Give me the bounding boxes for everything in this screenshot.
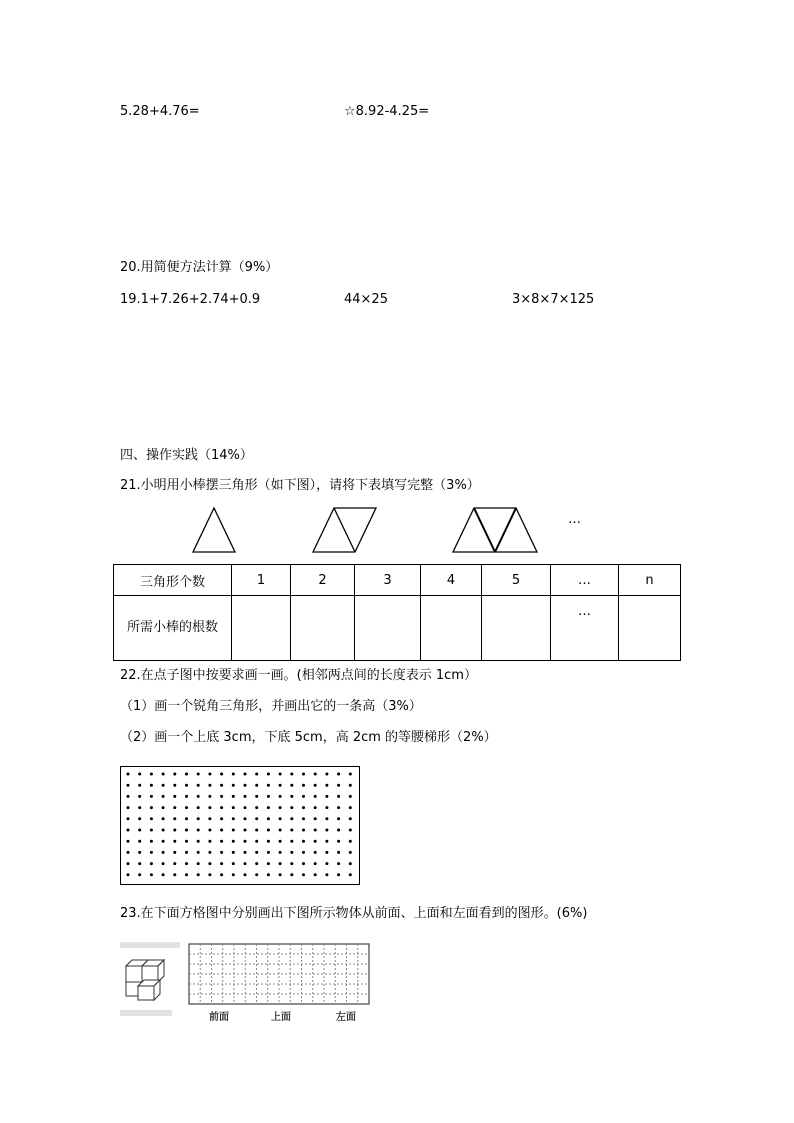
- grid-dot: [232, 840, 235, 843]
- grid-dot: [127, 840, 130, 843]
- count-cell: 5: [482, 565, 551, 596]
- grid-dot: [325, 773, 328, 776]
- dot-grid[interactable]: [120, 766, 360, 885]
- grid-dot: [290, 817, 293, 820]
- grid-dot: [138, 784, 141, 787]
- grid-dot: [173, 784, 176, 787]
- grid-dot: [314, 829, 317, 832]
- grid-dot: [232, 829, 235, 832]
- grid-dot: [208, 806, 211, 809]
- dot-grid-canvas: [121, 767, 358, 883]
- grid-dot: [138, 795, 141, 798]
- grid-dot: [255, 851, 258, 854]
- grid-dot: [138, 817, 141, 820]
- grid-dot: [150, 817, 153, 820]
- grid-dot: [162, 773, 165, 776]
- grid-dot: [302, 851, 305, 854]
- grid-dot: [127, 829, 130, 832]
- section4-title: 四、操作实践（14%）: [120, 448, 253, 463]
- grid-dot: [337, 806, 340, 809]
- grid-dot: [290, 829, 293, 832]
- grid-dot: [208, 873, 211, 876]
- q20-title: 20.用简便方法计算（9%）: [120, 260, 279, 275]
- answer-cell: …: [551, 596, 619, 661]
- grid-dot: [255, 806, 258, 809]
- grid-dot: [150, 829, 153, 832]
- grid-dot: [325, 817, 328, 820]
- grid-dot: [349, 806, 352, 809]
- grid-dot: [127, 784, 130, 787]
- grid-dot: [127, 851, 130, 854]
- grid-dot: [244, 873, 247, 876]
- grid-dot: [255, 873, 258, 876]
- two-triangle-figure: [310, 505, 380, 555]
- grid-dot: [185, 806, 188, 809]
- grid-dot: [325, 840, 328, 843]
- row2-header: 所需小棒的根数: [114, 596, 232, 661]
- answer-cell[interactable]: [482, 596, 551, 661]
- q22-task-1: （1）画一个锐角三角形，并画出它的一条高（3%）: [120, 699, 422, 714]
- grid-dot: [162, 851, 165, 854]
- grid-dot: [337, 795, 340, 798]
- q22-task-2: （2）画一个上底 3cm，下底 5cm，高 2cm 的等腰梯形（2%）: [120, 730, 497, 745]
- grid-dot: [267, 851, 270, 854]
- grid-dot: [173, 873, 176, 876]
- grid-dot: [337, 773, 340, 776]
- grid-dot: [220, 806, 223, 809]
- grid-dot: [337, 840, 340, 843]
- grid-dot: [325, 806, 328, 809]
- grid-dot: [197, 862, 200, 865]
- count-cell: 2: [291, 565, 355, 596]
- grid-dot: [279, 784, 282, 787]
- grid-dot: [314, 773, 317, 776]
- grid-dot: [232, 795, 235, 798]
- grid-dot: [325, 873, 328, 876]
- grid-dot: [197, 795, 200, 798]
- grid-dot: [138, 829, 141, 832]
- three-triangle-figure: [450, 505, 540, 555]
- grid-dot: [279, 862, 282, 865]
- count-cell: …: [551, 565, 619, 596]
- grid-dot: [220, 851, 223, 854]
- grid-dot: [197, 829, 200, 832]
- grid-dot: [337, 829, 340, 832]
- grid-dot: [290, 851, 293, 854]
- grid-dot: [244, 829, 247, 832]
- answer-cell[interactable]: [291, 596, 355, 661]
- grid-dot: [325, 795, 328, 798]
- q19-expression-a: 5.28+4.76=: [120, 104, 200, 119]
- grid-dot: [314, 784, 317, 787]
- count-cell: n: [619, 565, 681, 596]
- grid-dot: [325, 784, 328, 787]
- grid-dot: [220, 773, 223, 776]
- grid-dot: [255, 795, 258, 798]
- q20-expression-c: 3×8×7×125: [512, 292, 595, 307]
- grid-dot: [220, 862, 223, 865]
- grid-dot: [173, 773, 176, 776]
- grid-dot: [349, 829, 352, 832]
- grid-dot: [349, 873, 352, 876]
- grid-dot: [220, 784, 223, 787]
- grid-dot: [255, 829, 258, 832]
- grid-dot: [255, 862, 258, 865]
- grid-dot: [232, 773, 235, 776]
- grid-dot: [232, 862, 235, 865]
- grid-dot: [127, 873, 130, 876]
- q20-expression-b: 44×25: [344, 292, 388, 307]
- grid-dot: [290, 873, 293, 876]
- grid-dot: [208, 795, 211, 798]
- grid-dot: [173, 851, 176, 854]
- grid-dot: [162, 873, 165, 876]
- grid-dot: [302, 773, 305, 776]
- grid-dot: [302, 795, 305, 798]
- grid-dot: [185, 784, 188, 787]
- grid-dot: [325, 829, 328, 832]
- q21-table: [113, 564, 681, 661]
- row1-header: 三角形个数: [114, 565, 232, 596]
- grid-dot: [220, 795, 223, 798]
- grid-dot: [314, 817, 317, 820]
- grid-dot: [244, 817, 247, 820]
- grid-dot: [173, 862, 176, 865]
- grid-dot: [290, 806, 293, 809]
- grid-dot: [138, 840, 141, 843]
- grid-dot: [162, 806, 165, 809]
- grid-dot: [220, 840, 223, 843]
- grid-dot: [279, 817, 282, 820]
- q23-figure: [118, 940, 388, 1034]
- grid-dot: [208, 862, 211, 865]
- grid-dot: [314, 795, 317, 798]
- grid-dot: [267, 862, 270, 865]
- grid-dot: [232, 873, 235, 876]
- grid-dot: [279, 829, 282, 832]
- grid-dot: [197, 851, 200, 854]
- grid-dot: [138, 773, 141, 776]
- table-row: [114, 596, 681, 661]
- grid-dot: [314, 851, 317, 854]
- grid-dot: [220, 817, 223, 820]
- grid-dot: [150, 873, 153, 876]
- grid-dot: [337, 851, 340, 854]
- grid-dot: [302, 806, 305, 809]
- grid-dot: [244, 795, 247, 798]
- grid-dot: [208, 784, 211, 787]
- grid-dot: [279, 773, 282, 776]
- grid-dot: [185, 840, 188, 843]
- grid-dot: [208, 829, 211, 832]
- grid-dot: [208, 817, 211, 820]
- grid-dot: [325, 862, 328, 865]
- grid-dot: [349, 851, 352, 854]
- grid-dot: [127, 795, 130, 798]
- grid-dot: [173, 829, 176, 832]
- grid-dot: [232, 784, 235, 787]
- grid-dot: [173, 806, 176, 809]
- grid-dot: [279, 806, 282, 809]
- grid-dot: [255, 840, 258, 843]
- grid-dot: [314, 873, 317, 876]
- grid-dot: [290, 773, 293, 776]
- cube-object: [126, 960, 164, 1000]
- grid-dot: [127, 773, 130, 776]
- grid-dot: [185, 851, 188, 854]
- grid-dot: [279, 873, 282, 876]
- grid-dot: [349, 817, 352, 820]
- grid-dot: [279, 795, 282, 798]
- q22-title: 22.在点子图中按要求画一画。(相邻两点间的长度表示 1cm）: [120, 668, 477, 683]
- table-row: [114, 565, 681, 596]
- q21-title: 21.小明用小棒摆三角形（如下图），请将下表填写完整（3%）: [120, 478, 480, 493]
- grid-dot: [232, 806, 235, 809]
- grid-dot: [197, 840, 200, 843]
- grid-dot: [197, 806, 200, 809]
- grid-dot: [220, 873, 223, 876]
- grid-dot: [290, 862, 293, 865]
- count-cell: 4: [421, 565, 482, 596]
- grid-dot: [138, 806, 141, 809]
- grid-dot: [162, 829, 165, 832]
- view-label-left: 左面: [336, 1012, 356, 1023]
- grid-dot: [302, 862, 305, 865]
- grid-dot: [302, 873, 305, 876]
- view-label-front: 前面: [209, 1012, 229, 1023]
- grid-dot: [302, 840, 305, 843]
- grid-dot: [185, 773, 188, 776]
- grid-dot: [244, 862, 247, 865]
- grid-dot: [267, 795, 270, 798]
- grid-dot: [197, 773, 200, 776]
- grid-dot: [197, 784, 200, 787]
- one-triangle-figure: [190, 505, 240, 555]
- grid-dot: [279, 840, 282, 843]
- grid-dot: [302, 829, 305, 832]
- answer-cell[interactable]: [232, 596, 291, 661]
- grid-dot: [185, 817, 188, 820]
- grid-dot: [325, 851, 328, 854]
- grid-dot: [255, 784, 258, 787]
- view-label-top: 上面: [271, 1012, 291, 1023]
- grid-dot: [267, 829, 270, 832]
- grid-dot: [349, 784, 352, 787]
- grid-dot: [150, 806, 153, 809]
- grid-dot: [127, 862, 130, 865]
- grid-dot: [267, 773, 270, 776]
- grid-dot: [173, 795, 176, 798]
- grid-dot: [185, 862, 188, 865]
- grid-dot: [232, 851, 235, 854]
- grid-dot: [290, 840, 293, 843]
- grid-dot: [267, 873, 270, 876]
- grid-dot: [150, 795, 153, 798]
- grid-dot: [127, 817, 130, 820]
- grid-dot: [244, 784, 247, 787]
- q23-title: 23.在下面方格图中分别画出下图所示物体从前面、上面和左面看到的图形。(6%): [120, 906, 588, 921]
- grid-dot: [314, 806, 317, 809]
- grid-dot: [150, 851, 153, 854]
- grid-dot: [290, 795, 293, 798]
- grid-dot: [185, 829, 188, 832]
- grid-dot: [162, 840, 165, 843]
- grid-dot: [337, 817, 340, 820]
- grid-dot: [127, 806, 130, 809]
- grid-dot: [349, 795, 352, 798]
- grid-dot: [162, 862, 165, 865]
- grid-dot: [244, 851, 247, 854]
- grid-dot: [267, 817, 270, 820]
- grid-dot: [173, 817, 176, 820]
- grid-dot: [302, 784, 305, 787]
- grid-dot: [255, 817, 258, 820]
- grid-dot: [349, 840, 352, 843]
- grid-dot: [267, 784, 270, 787]
- grid-dot: [208, 851, 211, 854]
- grid-dot: [138, 851, 141, 854]
- grid-dot: [244, 773, 247, 776]
- grid-dot: [162, 784, 165, 787]
- grid-dot: [337, 862, 340, 865]
- grid-dot: [337, 873, 340, 876]
- grid-dot: [185, 795, 188, 798]
- pattern-ellipsis: …: [568, 512, 581, 527]
- grid-dot: [220, 829, 223, 832]
- grid-dot: [138, 862, 141, 865]
- grid-dot: [162, 795, 165, 798]
- grid-dot: [349, 862, 352, 865]
- grid-dot: [255, 773, 258, 776]
- grid-dot: [173, 840, 176, 843]
- grid-dot: [197, 873, 200, 876]
- grid-dot: [244, 806, 247, 809]
- q19-expression-b: ☆8.92-4.25=: [344, 104, 430, 119]
- grid-dot: [314, 862, 317, 865]
- square-grid[interactable]: [189, 944, 369, 1004]
- grid-dot: [267, 806, 270, 809]
- grid-dot: [314, 840, 317, 843]
- count-cell: 1: [232, 565, 291, 596]
- grid-dot: [208, 840, 211, 843]
- grid-dot: [302, 817, 305, 820]
- grid-dot: [279, 851, 282, 854]
- grid-dot: [150, 862, 153, 865]
- grid-dot: [150, 773, 153, 776]
- grid-dot: [267, 840, 270, 843]
- grid-dot: [150, 784, 153, 787]
- grid-dot: [337, 784, 340, 787]
- grid-dot: [349, 773, 352, 776]
- grid-dot: [185, 873, 188, 876]
- answer-cell[interactable]: [619, 596, 681, 661]
- q20-expression-a: 19.1+7.26+2.74+0.9: [120, 292, 261, 307]
- grid-dot: [150, 840, 153, 843]
- grid-dot: [197, 817, 200, 820]
- grid-dot: [290, 784, 293, 787]
- grid-dot: [138, 873, 141, 876]
- answer-cell[interactable]: [355, 596, 421, 661]
- grid-dot: [244, 840, 247, 843]
- answer-cell[interactable]: [421, 596, 482, 661]
- count-cell: 3: [355, 565, 421, 596]
- grid-dot: [232, 817, 235, 820]
- grid-dot: [162, 817, 165, 820]
- grid-dot: [208, 773, 211, 776]
